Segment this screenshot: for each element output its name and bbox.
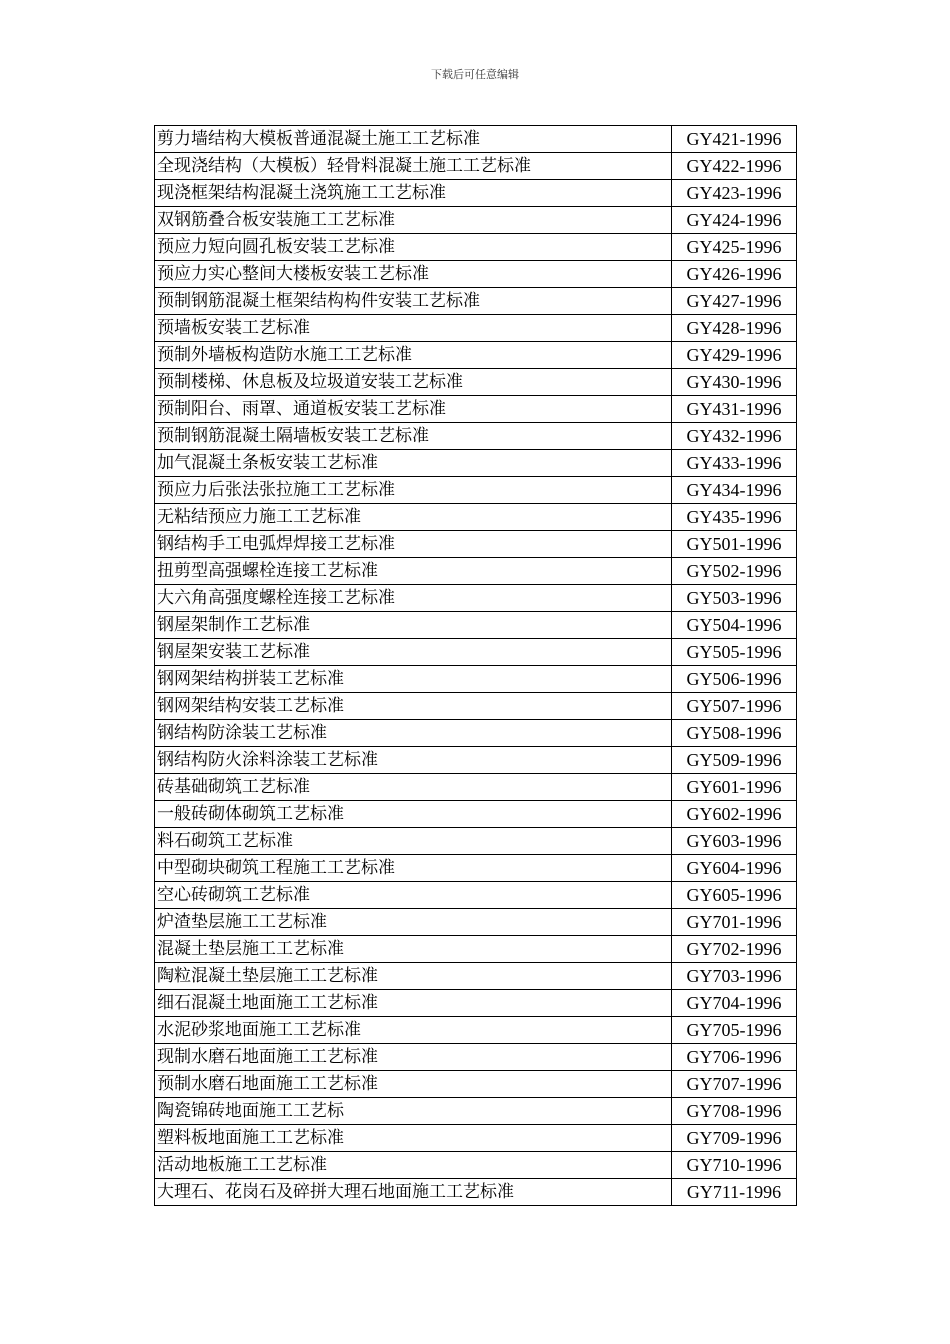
table-row [155, 207, 797, 234]
standard-code-cell: GY603-1996 [672, 828, 797, 855]
table-row [155, 639, 797, 666]
standard-name-cell: 钢结构防火涂料涂装工艺标准 [155, 747, 672, 774]
table-row [155, 342, 797, 369]
standard-code-cell: GY503-1996 [672, 585, 797, 612]
standard-code-cell: GY428-1996 [672, 315, 797, 342]
standard-name-cell: 陶瓷锦砖地面施工工艺标 [155, 1098, 672, 1125]
standard-code-cell: GY708-1996 [672, 1098, 797, 1125]
standards-table [154, 125, 797, 1206]
standard-name-cell: 炉渣垫层施工工艺标准 [155, 909, 672, 936]
standard-name-cell: 一般砖砌体砌筑工艺标准 [155, 801, 672, 828]
standard-name-cell: 大理石、花岗石及碎拼大理石地面施工工艺标准 [155, 1179, 672, 1206]
standard-name-cell: 加气混凝土条板安装工艺标准 [155, 450, 672, 477]
table-row [155, 747, 797, 774]
standard-code-cell: GY706-1996 [672, 1044, 797, 1071]
standard-name-cell: 扭剪型高强螺栓连接工艺标准 [155, 558, 672, 585]
standard-code-cell: GY703-1996 [672, 963, 797, 990]
standard-code-cell: GY433-1996 [672, 450, 797, 477]
standard-code-cell: GY501-1996 [672, 531, 797, 558]
standard-code-cell: GY508-1996 [672, 720, 797, 747]
standard-name-cell: 钢结构手工电弧焊焊接工艺标准 [155, 531, 672, 558]
standard-code-cell: GY506-1996 [672, 666, 797, 693]
standard-name-cell: 预应力实心整间大楼板安装工艺标准 [155, 261, 672, 288]
table-row [155, 585, 797, 612]
standard-name-cell: 双钢筋叠合板安装施工工艺标准 [155, 207, 672, 234]
standard-code-cell: GY427-1996 [672, 288, 797, 315]
standard-code-cell: GY704-1996 [672, 990, 797, 1017]
standard-name-cell: 砖基础砌筑工艺标准 [155, 774, 672, 801]
standard-name-cell: 空心砖砌筑工艺标准 [155, 882, 672, 909]
standard-code-cell: GY605-1996 [672, 882, 797, 909]
standard-code-cell: GY423-1996 [672, 180, 797, 207]
standard-code-cell: GY710-1996 [672, 1152, 797, 1179]
standard-code-cell: GY702-1996 [672, 936, 797, 963]
table-row [155, 288, 797, 315]
standard-code-cell: GY422-1996 [672, 153, 797, 180]
standard-code-cell: GY504-1996 [672, 612, 797, 639]
table-row [155, 1044, 797, 1071]
table-row [155, 450, 797, 477]
table-row [155, 828, 797, 855]
table-row [155, 1125, 797, 1152]
table-row [155, 909, 797, 936]
table-row [155, 882, 797, 909]
table-row [155, 1071, 797, 1098]
table-row [155, 666, 797, 693]
table-row [155, 1098, 797, 1125]
standard-name-cell: 混凝土垫层施工工艺标准 [155, 936, 672, 963]
standard-name-cell: 预制钢筋混凝土框架结构构件安装工艺标准 [155, 288, 672, 315]
standard-code-cell: GY602-1996 [672, 801, 797, 828]
table-row [155, 261, 797, 288]
standard-name-cell: 料石砌筑工艺标准 [155, 828, 672, 855]
standard-name-cell: 陶粒混凝土垫层施工工艺标准 [155, 963, 672, 990]
standard-code-cell: GY430-1996 [672, 369, 797, 396]
standard-code-cell: GY431-1996 [672, 396, 797, 423]
standard-code-cell: GY701-1996 [672, 909, 797, 936]
standard-name-cell: 水泥砂浆地面施工工艺标准 [155, 1017, 672, 1044]
standard-code-cell: GY421-1996 [672, 126, 797, 153]
standard-name-cell: 塑料板地面施工工艺标准 [155, 1125, 672, 1152]
table-row [155, 234, 797, 261]
standards-table-body [155, 126, 797, 1206]
table-row [155, 477, 797, 504]
standard-code-cell: GY429-1996 [672, 342, 797, 369]
standard-code-cell: GY709-1996 [672, 1125, 797, 1152]
table-row [155, 423, 797, 450]
standard-code-cell: GY601-1996 [672, 774, 797, 801]
standard-code-cell: GY424-1996 [672, 207, 797, 234]
standard-name-cell: 现浇框架结构混凝土浇筑施工工艺标准 [155, 180, 672, 207]
standard-name-cell: 无粘结预应力施工工艺标准 [155, 504, 672, 531]
standard-name-cell: 预制水磨石地面施工工艺标准 [155, 1071, 672, 1098]
table-row [155, 1152, 797, 1179]
standard-code-cell: GY435-1996 [672, 504, 797, 531]
table-row [155, 153, 797, 180]
table-row [155, 531, 797, 558]
standard-name-cell: 活动地板施工工艺标准 [155, 1152, 672, 1179]
standard-code-cell: GY507-1996 [672, 693, 797, 720]
standard-name-cell: 细石混凝土地面施工工艺标准 [155, 990, 672, 1017]
page-header: 下载后可任意编辑 [431, 68, 519, 81]
table-row [155, 315, 797, 342]
standard-code-cell: GY432-1996 [672, 423, 797, 450]
table-row [155, 1179, 797, 1206]
standard-name-cell: 预制外墙板构造防水施工工艺标准 [155, 342, 672, 369]
standard-code-cell: GY711-1996 [672, 1179, 797, 1206]
standard-name-cell: 预应力短向圆孔板安装工艺标准 [155, 234, 672, 261]
standard-code-cell: GY502-1996 [672, 558, 797, 585]
standard-name-cell: 预制楼梯、休息板及垃圾道安装工艺标准 [155, 369, 672, 396]
standard-code-cell: GY505-1996 [672, 639, 797, 666]
standard-code-cell: GY425-1996 [672, 234, 797, 261]
table-row [155, 801, 797, 828]
table-row [155, 1017, 797, 1044]
standard-name-cell: 钢网架结构安装工艺标准 [155, 693, 672, 720]
table-row [155, 558, 797, 585]
standard-code-cell: GY707-1996 [672, 1071, 797, 1098]
standard-name-cell: 预应力后张法张拉施工工艺标准 [155, 477, 672, 504]
standard-name-cell: 全现浇结构（大模板）轻骨料混凝土施工工艺标准 [155, 153, 672, 180]
standard-name-cell: 现制水磨石地面施工工艺标准 [155, 1044, 672, 1071]
table-row [155, 936, 797, 963]
standard-code-cell: GY426-1996 [672, 261, 797, 288]
standard-name-cell: 预墙板安装工艺标准 [155, 315, 672, 342]
standard-name-cell: 钢结构防涂装工艺标准 [155, 720, 672, 747]
table-row [155, 180, 797, 207]
table-row [155, 720, 797, 747]
table-row [155, 963, 797, 990]
standard-name-cell: 大六角高强度螺栓连接工艺标准 [155, 585, 672, 612]
standard-name-cell: 中型砌块砌筑工程施工工艺标准 [155, 855, 672, 882]
table-row [155, 612, 797, 639]
table-row [155, 396, 797, 423]
table-row [155, 369, 797, 396]
standard-name-cell: 预制阳台、雨罩、通道板安装工艺标准 [155, 396, 672, 423]
table-row [155, 504, 797, 531]
table-row [155, 774, 797, 801]
standard-name-cell: 钢屋架安装工艺标准 [155, 639, 672, 666]
standard-code-cell: GY604-1996 [672, 855, 797, 882]
table-row [155, 990, 797, 1017]
table-row [155, 126, 797, 153]
standard-name-cell: 钢网架结构拼装工艺标准 [155, 666, 672, 693]
table-row [155, 855, 797, 882]
table-row [155, 693, 797, 720]
standard-code-cell: GY434-1996 [672, 477, 797, 504]
standard-name-cell: 钢屋架制作工艺标准 [155, 612, 672, 639]
standard-name-cell: 剪力墙结构大模板普通混凝土施工工艺标准 [155, 126, 672, 153]
standard-code-cell: GY705-1996 [672, 1017, 797, 1044]
standard-name-cell: 预制钢筋混凝土隔墙板安装工艺标准 [155, 423, 672, 450]
standard-code-cell: GY509-1996 [672, 747, 797, 774]
